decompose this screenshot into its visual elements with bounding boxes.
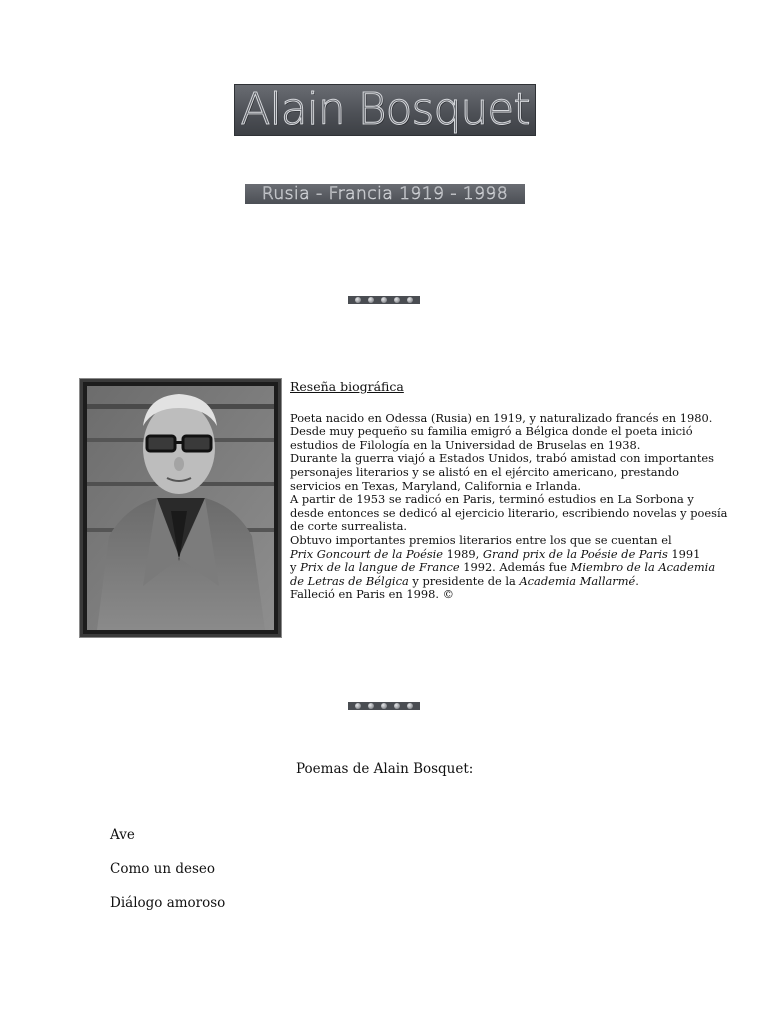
page-title: Alain Bosquet — [240, 84, 530, 135]
author-portrait — [80, 379, 281, 637]
prize-name: Prix Goncourt de la Poésie — [290, 546, 444, 561]
portrait-photo-icon — [87, 386, 274, 630]
bio-paragraph: Desde muy pequeño su familia emigró a Bélgica donde el poeta inició estudios de Filología en la Universidad de Bruselas en 1938. — [290, 424, 693, 452]
prize-year: 1991 — [667, 546, 701, 561]
ornament-dot-icon — [355, 297, 361, 303]
poem-link-ave[interactable]: Ave — [110, 827, 135, 843]
biography — [290, 380, 730, 602]
bio-death: Falleció en Paris en 1998. © — [290, 587, 454, 602]
poem-link-dialogo-amoroso[interactable]: Diálogo amoroso — [110, 895, 226, 911]
subtitle-banner — [245, 184, 525, 204]
period-text: . — [635, 573, 639, 588]
poem-link-como-un-deseo[interactable]: Como un deseo — [110, 861, 216, 877]
membership-text: Miembro de la Academia de Letras de Bélgica — [290, 560, 716, 588]
ornament-dot-icon — [381, 297, 387, 303]
bio-paragraph: Poeta nacido en Odessa (Rusia) en 1919, y naturalizado francés en 1980. — [290, 410, 713, 425]
page-subtitle: Rusia - Francia 1919 - 1998 — [261, 183, 509, 204]
prizes-intro: Obtuvo importantes premios literarios entre los que se cuentan el — [290, 532, 672, 547]
president-text: y presidente de la — [408, 573, 520, 588]
ornament-dot-icon — [368, 703, 374, 709]
bio-paragraph: A partir de 1953 se radicó en Paris, terminó estudios en La Sorbona y desde entonces se dedicó al ejercicio literario, escribiendo novelas y poesía de corte surrealista. — [290, 492, 728, 534]
divider-ornament-icon — [348, 296, 420, 304]
title-banner — [234, 84, 536, 136]
ornament-dot-icon — [381, 703, 387, 709]
divider-ornament-icon — [348, 702, 420, 710]
poems-heading: Poemas de Alain Bosquet: — [296, 761, 474, 777]
poem-list — [110, 827, 225, 929]
academy-name: Academia Mallarmé — [519, 573, 636, 588]
prize-name: Grand prix de la Poésie de Paris — [482, 546, 668, 561]
ornament-dot-icon — [394, 703, 400, 709]
ornament-dot-icon — [355, 703, 361, 709]
conjunction-text: y — [290, 560, 301, 575]
bio-heading: Reseña biográfica — [290, 379, 404, 394]
ornament-dot-icon — [368, 297, 374, 303]
prize-year: 1989, — [443, 546, 483, 561]
prize-name: Prix de la langue de France — [300, 560, 460, 575]
bio-prizes — [290, 534, 730, 588]
ornament-dot-icon — [394, 297, 400, 303]
bio-paragraph: Durante la guerra viajó a Estados Unidos, trabó amistad con importantes personajes literarios y se alistó en el ejército americano, prestando servicios en Texas, Maryland, California e Irlanda. — [290, 451, 715, 493]
ornament-dot-icon — [407, 703, 413, 709]
ornament-dot-icon — [407, 297, 413, 303]
prize-year: 1992. Además fue — [459, 560, 571, 575]
